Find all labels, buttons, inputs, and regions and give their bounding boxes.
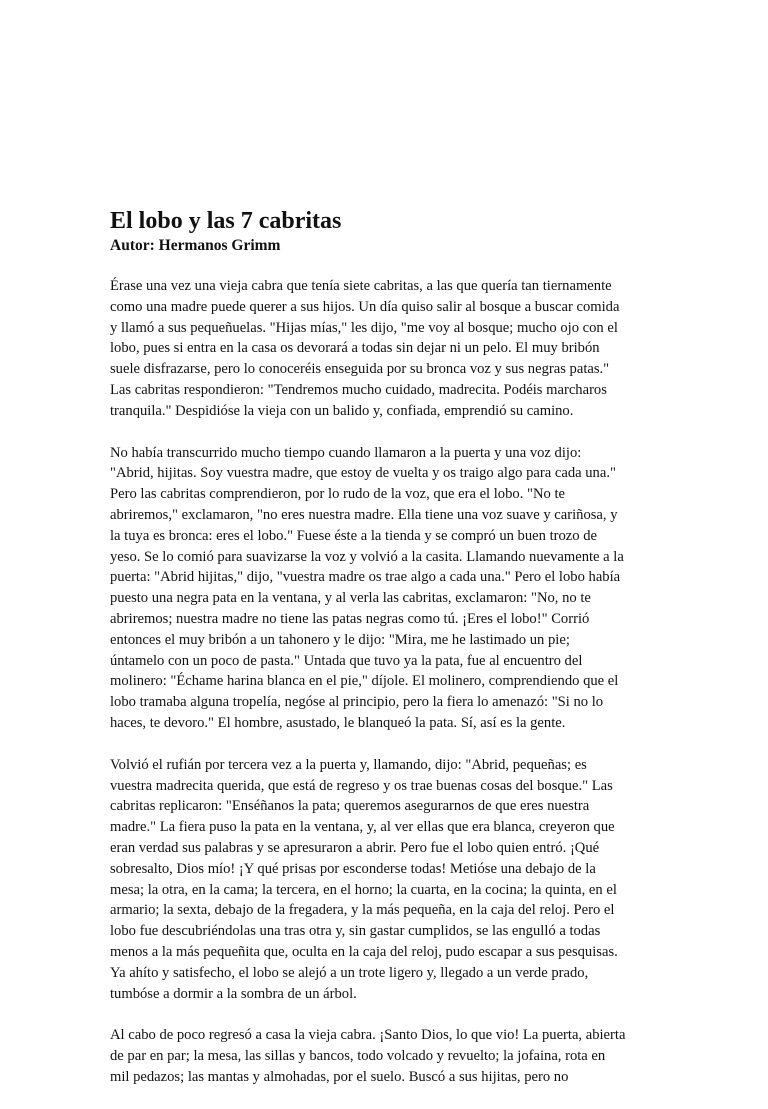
text-line: puesto una negra pata en la ventana, y al verla las cabritas, exclamaron: "No, no te xyxy=(110,590,591,607)
text-line: abriremos," exclamaron, "no eres nuestra madre. Ella tiene una voz suave y cariñosa, y xyxy=(110,506,618,523)
text-line: tranquila." Despidióse la vieja con un balido y, confiada, emprendió su camino. xyxy=(110,402,574,419)
text-line: "Abrid, hijitas. Soy vuestra madre, que estoy de vuelta y os traigo algo para cada una." xyxy=(110,465,616,482)
text-line: Las cabritas respondieron: "Tendremos mucho cuidado, madrecita. Podéis marcharos xyxy=(110,381,607,398)
text-line: molinero: "Échame harina blanca en el pie," díjole. El molinero, comprendiendo que el xyxy=(110,673,619,690)
paragraph xyxy=(110,1025,662,1087)
document-title: El lobo y las 7 cabritas xyxy=(110,208,342,234)
text-line: y llamó a sus pequeñuelas. "Hijas mías," les dijo, "me voy al bosque; mucho ojo con el xyxy=(110,319,618,336)
text-line: úntamelo con un poco de pasta." Untada que tuvo ya la pata, fue al encuentro del xyxy=(110,652,583,669)
text-line: puerta: "Abrid hijitas," dijo, "vuestra madre os trae algo a cada una." Pero el lobo había xyxy=(110,569,621,586)
text-line: mesa; la otra, en la cama; la tercera, en el horno; la cuarta, en la cocina; la quinta, en el xyxy=(110,881,617,898)
text-line: No había transcurrido mucho tiempo cuando llamaron a la puerta y una voz dijo: xyxy=(110,444,582,461)
paragraph xyxy=(110,443,662,734)
document-body xyxy=(110,276,662,1088)
text-line: Al cabo de poco regresó a casa la vieja cabra. ¡Santo Dios, lo que vio! La puerta, abierta xyxy=(110,1027,626,1044)
text-line: Ya ahíto y satisfecho, el lobo se alejó a un trote ligero y, llegado a un verde prado, xyxy=(110,964,589,981)
document-author: Autor: Hermanos Grimm xyxy=(110,237,281,254)
text-line: Pero las cabritas comprendieron, por lo rudo de la voz, que era el lobo. "No te xyxy=(110,486,565,503)
text-line: madre." La fiera puso la pata en la ventana, y, al ver ellas que era blanca, creyeron que xyxy=(110,819,615,836)
text-line: yeso. Se lo comió para suavizarse la voz y volvió a la casita. Llamando nuevamente a la xyxy=(110,548,624,565)
text-line: lobo, pues si entra en la casa os devorará a todas sin dejar ni un pelo. El muy bribón xyxy=(110,340,600,357)
text-line: mil pedazos; las mantas y almohadas, por el suelo. Buscó a sus hijitas, pero no xyxy=(110,1068,569,1085)
text-line: lobo tramaba alguna tropelía, negóse al principio, pero la fiera lo amenazó: "Si no lo xyxy=(110,694,604,711)
text-line: abriremos; nuestra madre no tiene las patas negras como tú. ¡Eres el lobo!" Corrió xyxy=(110,610,590,627)
text-line: vuestra madrecita querida, que está de regreso y os trae buenas cosas del bosque." Las xyxy=(110,777,613,794)
text-line: haces, te devoro." El hombre, asustado, le blanqueó la pata. Sí, así es la gente. xyxy=(110,714,566,731)
text-line: cabritas replicaron: "Enséñanos la pata; queremos asegurarnos de que eres nuestra xyxy=(110,798,590,815)
text-line: tumbóse a dormir a la sombra de un árbol. xyxy=(110,985,357,1002)
text-line: la tuya es bronca: eres el lobo." Fuese éste a la tienda y se compró un buen trozo de xyxy=(110,527,597,544)
text-line: sobresalto, Dios mío! ¡Y qué prisas por esconderse todas! Metióse una debajo de la xyxy=(110,860,596,877)
text-line: menos a la más pequeñita que, oculta en la caja del reloj, pudo escapar a sus pesquisas. xyxy=(110,943,618,960)
text-line: Volvió el rufián por tercera vez a la puerta y, llamando, dijo: "Abrid, pequeñas; es xyxy=(110,756,587,773)
text-line: entonces el muy bribón a un tahonero y le dijo: "Mira, me he lastimado un pie; xyxy=(110,631,570,648)
text-line: armario; la sexta, debajo de la fregadera, y la más pequeña, en la caja del reloj. Pero el xyxy=(110,902,615,919)
text-line: de par en par; la mesa, las sillas y bancos, todo volcado y revuelto; la jofaina, rota en xyxy=(110,1048,606,1065)
paragraph xyxy=(110,276,662,422)
text-line: como una madre puede querer a sus hijos. Un día quiso salir al bosque a buscar comida xyxy=(110,298,620,315)
text-line: eran verdad sus palabras y se apresuraron a abrir. Pero fue el lobo quien entró. ¡Qué xyxy=(110,839,600,856)
document-page xyxy=(110,206,662,1109)
text-line: suele disfrazarse, pero lo conoceréis enseguida por su bronca voz y sus negras patas." xyxy=(110,361,610,378)
paragraph xyxy=(110,755,662,1005)
text-line: lobo fue descubriéndolas una tras otra y, sin gastar cumplidos, se las engulló a todas xyxy=(110,923,601,940)
text-line: Érase una vez una vieja cabra que tenía siete cabritas, a las que quería tan tiernamente xyxy=(110,278,612,294)
